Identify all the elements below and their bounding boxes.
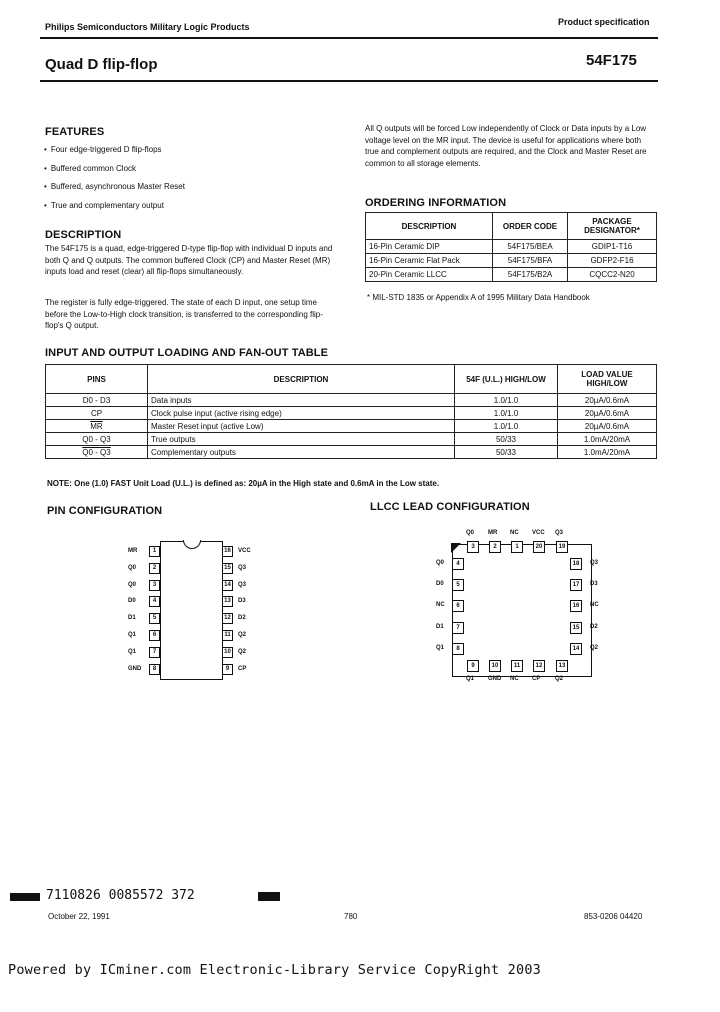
part-number: 54F175 <box>586 52 637 69</box>
ordering-col-description: DESCRIPTION <box>366 213 493 240</box>
llcc-pin-number: 10 <box>489 660 501 672</box>
pin-config-heading: PIN CONFIGURATION <box>47 505 163 517</box>
llcc-pin-label: CP <box>532 676 541 682</box>
llcc-pin-label: VCC <box>532 530 545 536</box>
company-header: Philips Semiconductors Military Logic Products <box>45 22 250 32</box>
dip-pin-number: 1 <box>149 546 160 557</box>
llcc-pin-label: MR <box>488 530 498 536</box>
barcode-bar-right <box>258 892 280 901</box>
llcc-pin-label: NC <box>510 530 519 536</box>
dip-pin-number: 8 <box>149 664 160 675</box>
table-cell: 1.0/1.0 <box>455 394 558 407</box>
llcc-pin-number: 3 <box>467 541 479 553</box>
io-col-load: LOAD VALUE HIGH/LOW <box>558 365 657 394</box>
llcc-pin-label: GND <box>488 676 502 682</box>
dip-pin-number: 4 <box>149 596 160 607</box>
dip-pin-number: 10 <box>222 647 233 658</box>
dip-pin-number: 7 <box>149 647 160 658</box>
table-cell: 54F175/B2A <box>493 268 568 282</box>
table-cell: CQCC2-N20 <box>568 268 657 282</box>
dip-pin-label: CP <box>238 665 247 672</box>
table-cell: $\overline{MR}$ <box>46 420 148 433</box>
llcc-pin-number: 8 <box>452 643 464 655</box>
spec-type: Product specification <box>558 17 650 27</box>
dip-pin-number: 16 <box>222 546 233 557</box>
llcc-pin-number: 15 <box>570 622 582 634</box>
dip-pin-number: 6 <box>149 630 160 641</box>
llcc-pin-label: Q1 <box>436 645 445 651</box>
llcc-pin-label: Q3 <box>590 560 599 566</box>
llcc-pin-number: 19 <box>556 541 568 553</box>
table-cell: Complementary outputs <box>148 446 455 459</box>
dip-pin-label: Q1 <box>128 648 137 655</box>
dip-pin-label: Q3 <box>238 581 247 588</box>
llcc-pin-number: 4 <box>452 558 464 570</box>
dip-pin-number: 14 <box>222 580 233 591</box>
table-cell: 1.0mA/20mA <box>558 433 657 446</box>
table-cell: GDIP1-T16 <box>568 240 657 254</box>
llcc-pin-label: Q3 <box>555 530 564 536</box>
table-cell: 20-Pin Ceramic LLCC <box>366 268 493 282</box>
table-cell: True outputs <box>148 433 455 446</box>
powered-by-line: Powered by ICminer.com Electronic-Library Service CopyRight 2003 <box>8 962 541 978</box>
llcc-pin-label: D0 <box>436 581 444 587</box>
dip-pin-number: 12 <box>222 613 233 624</box>
llcc-pin-label: Q1 <box>466 676 475 682</box>
table-cell: 54F175/BEA <box>493 240 568 254</box>
llcc-pin-label: NC <box>510 676 519 682</box>
llcc-pin-label: Q2 <box>555 676 564 682</box>
feature-item: • Buffered, asynchronous Master Reset <box>44 182 185 191</box>
llcc-pin-number: 16 <box>570 600 582 612</box>
dip-pin-label: Q1 <box>128 632 137 638</box>
io-col-pins: PINS <box>46 365 148 394</box>
dip-pin-label: D0 <box>128 598 136 605</box>
llcc-pin-label: NC <box>436 602 445 608</box>
ordering-heading: ORDERING INFORMATION <box>365 197 507 209</box>
description-para1: The 54F175 is a quad, edge-triggered D-type flip-flop with individual D inputs and both Q and Q outputs. The common buffered Clock (CP) and Master Reset (MR) inputs load and reset (clear) all flip-flops simultaneously. <box>45 244 333 276</box>
dip-pin-number: 11 <box>222 630 233 641</box>
dip-notch <box>183 540 201 549</box>
footer-doc-code: 853-0206 04420 <box>584 912 643 921</box>
table-cell: D0 - D3 <box>46 394 148 407</box>
description-heading: DESCRIPTION <box>45 229 122 241</box>
io-table-note: NOTE: One (1.0) FAST Unit Load (U.L.) is defined as: 20µA in the High state and 0.6mA in the Low state. <box>47 479 440 488</box>
llcc-pin-label: Q2 <box>590 645 599 651</box>
llcc-pin-number: 1 <box>511 541 523 553</box>
table-row <box>46 394 657 407</box>
table-cell: Master Reset input (active Low) <box>148 420 455 433</box>
dip-pin-label: Q0 <box>128 581 137 588</box>
table-cell: 16-Pin Ceramic Flat Pack <box>366 254 493 268</box>
io-table-heading: INPUT AND OUTPUT LOADING AND FAN-OUT TABLE <box>45 347 329 359</box>
dip-package-body <box>160 541 223 680</box>
dip-pin-label: D3 <box>238 598 246 605</box>
io-col-ul: 54F (U.L.) HIGH/LOW <box>455 365 558 394</box>
llcc-pin-number: 17 <box>570 579 582 591</box>
table-cell: 20µA/0.6mA <box>558 394 657 407</box>
ordering-note: * MIL-STD 1835 or Appendix A of 1995 Military Data Handbook <box>367 293 590 302</box>
table-cell: 1.0/1.0 <box>455 420 558 433</box>
table-cell: Data inputs <box>148 394 455 407</box>
table-cell: 1.0/1.0 <box>455 407 558 420</box>
header-rule <box>40 37 658 39</box>
table-cell: 54F175/BFA <box>493 254 568 268</box>
dip-pin-label: MR <box>128 548 138 554</box>
page-title: Quad D flip-flop <box>45 56 158 73</box>
table-cell: GDFP2-F16 <box>568 254 657 268</box>
table-cell: 20µA/0.6mA <box>558 407 657 420</box>
dip-pin-number: 2 <box>149 563 160 574</box>
feature-item: • Four edge-triggered D flip-flops <box>44 145 162 154</box>
dip-pin-number: 9 <box>222 664 233 675</box>
feature-item: • Buffered common Clock <box>44 164 136 173</box>
footer-date: October 22, 1991 <box>48 912 110 921</box>
barcode-text: 7110826 0085572 372 <box>46 888 195 903</box>
table-cell: Q0 - Q3 <box>46 433 148 446</box>
llcc-pin-number: 5 <box>452 579 464 591</box>
llcc-index-mark <box>451 543 461 553</box>
llcc-pin-label: D3 <box>590 581 598 587</box>
dip-pin-label: Q2 <box>238 648 247 655</box>
dip-pin-number: 15 <box>222 563 233 574</box>
table-cell: Q0 - Q3 <box>46 446 148 459</box>
llcc-heading: LLCC LEAD CONFIGURATION <box>370 501 530 513</box>
dip-pin-label: D2 <box>238 615 246 622</box>
table-cell: 20µA/0.6mA <box>558 420 657 433</box>
dip-pin-number: 3 <box>149 580 160 591</box>
table-cell: 16-Pin Ceramic DIP <box>366 240 493 254</box>
llcc-pin-label: D2 <box>590 624 598 630</box>
llcc-pin-number: 2 <box>489 541 501 553</box>
dip-pin-label: GND <box>128 665 142 672</box>
table-row <box>366 254 657 268</box>
io-col-description: DESCRIPTION <box>148 365 455 394</box>
io-table <box>45 364 657 459</box>
dip-pin-number: 5 <box>149 613 160 624</box>
llcc-pin-number: 11 <box>511 660 523 672</box>
dip-pin-number: 13 <box>222 596 233 607</box>
description-para2: The register is fully edge-triggered. The state of each D input, one setup time before the Low-to-High clock transition, is transferred to the corresponding flip-flop's Q output. <box>45 298 323 330</box>
table-row <box>46 407 657 420</box>
table-row <box>366 240 657 254</box>
footer-page-number: 780 <box>344 912 358 921</box>
description-para3: All Q outputs will be forced Low independently of Clock or Data inputs by a Low voltage level on the MR input. The device is useful for applications where both true and complement outputs are required, and the Clock and Master Reset are common to all storage elements. <box>365 124 647 168</box>
llcc-pin-number: 20 <box>533 541 545 553</box>
table-cell: 1.0mA/20mA <box>558 446 657 459</box>
dip-pin-label: VCC <box>238 548 251 554</box>
barcode-bar-left <box>10 893 40 901</box>
table-cell: Clock pulse input (active rising edge) <box>148 407 455 420</box>
table-cell: 50/33 <box>455 433 558 446</box>
table-cell: CP <box>46 407 148 420</box>
llcc-pin-number: 18 <box>570 558 582 570</box>
llcc-pin-number: 14 <box>570 643 582 655</box>
features-heading: FEATURES <box>45 126 105 138</box>
title-rule <box>40 80 658 82</box>
table-row <box>366 268 657 282</box>
table-row <box>46 446 657 459</box>
table-row <box>46 433 657 446</box>
dip-pin-label: Q2 <box>238 632 247 638</box>
ordering-col-order-code: ORDER CODE <box>493 213 568 240</box>
dip-pin-label: D1 <box>128 615 136 622</box>
ordering-col-package: PACKAGE DESIGNATOR* <box>568 213 657 240</box>
table-row <box>46 420 657 433</box>
dip-pin-label: Q3 <box>238 564 247 571</box>
feature-item: • True and complementary output <box>44 201 164 210</box>
llcc-pin-label: Q0 <box>436 560 445 566</box>
table-cell: 50/33 <box>455 446 558 459</box>
llcc-pin-number: 6 <box>452 600 464 612</box>
llcc-pin-label: NC <box>590 602 599 608</box>
llcc-pin-number: 12 <box>533 660 545 672</box>
llcc-pin-label: D1 <box>436 624 444 630</box>
llcc-pin-number: 9 <box>467 660 479 672</box>
llcc-pin-number: 13 <box>556 660 568 672</box>
ordering-table <box>365 212 657 282</box>
dip-pin-label: Q0 <box>128 564 137 571</box>
llcc-pin-number: 7 <box>452 622 464 634</box>
llcc-pin-label: Q0 <box>466 530 475 536</box>
